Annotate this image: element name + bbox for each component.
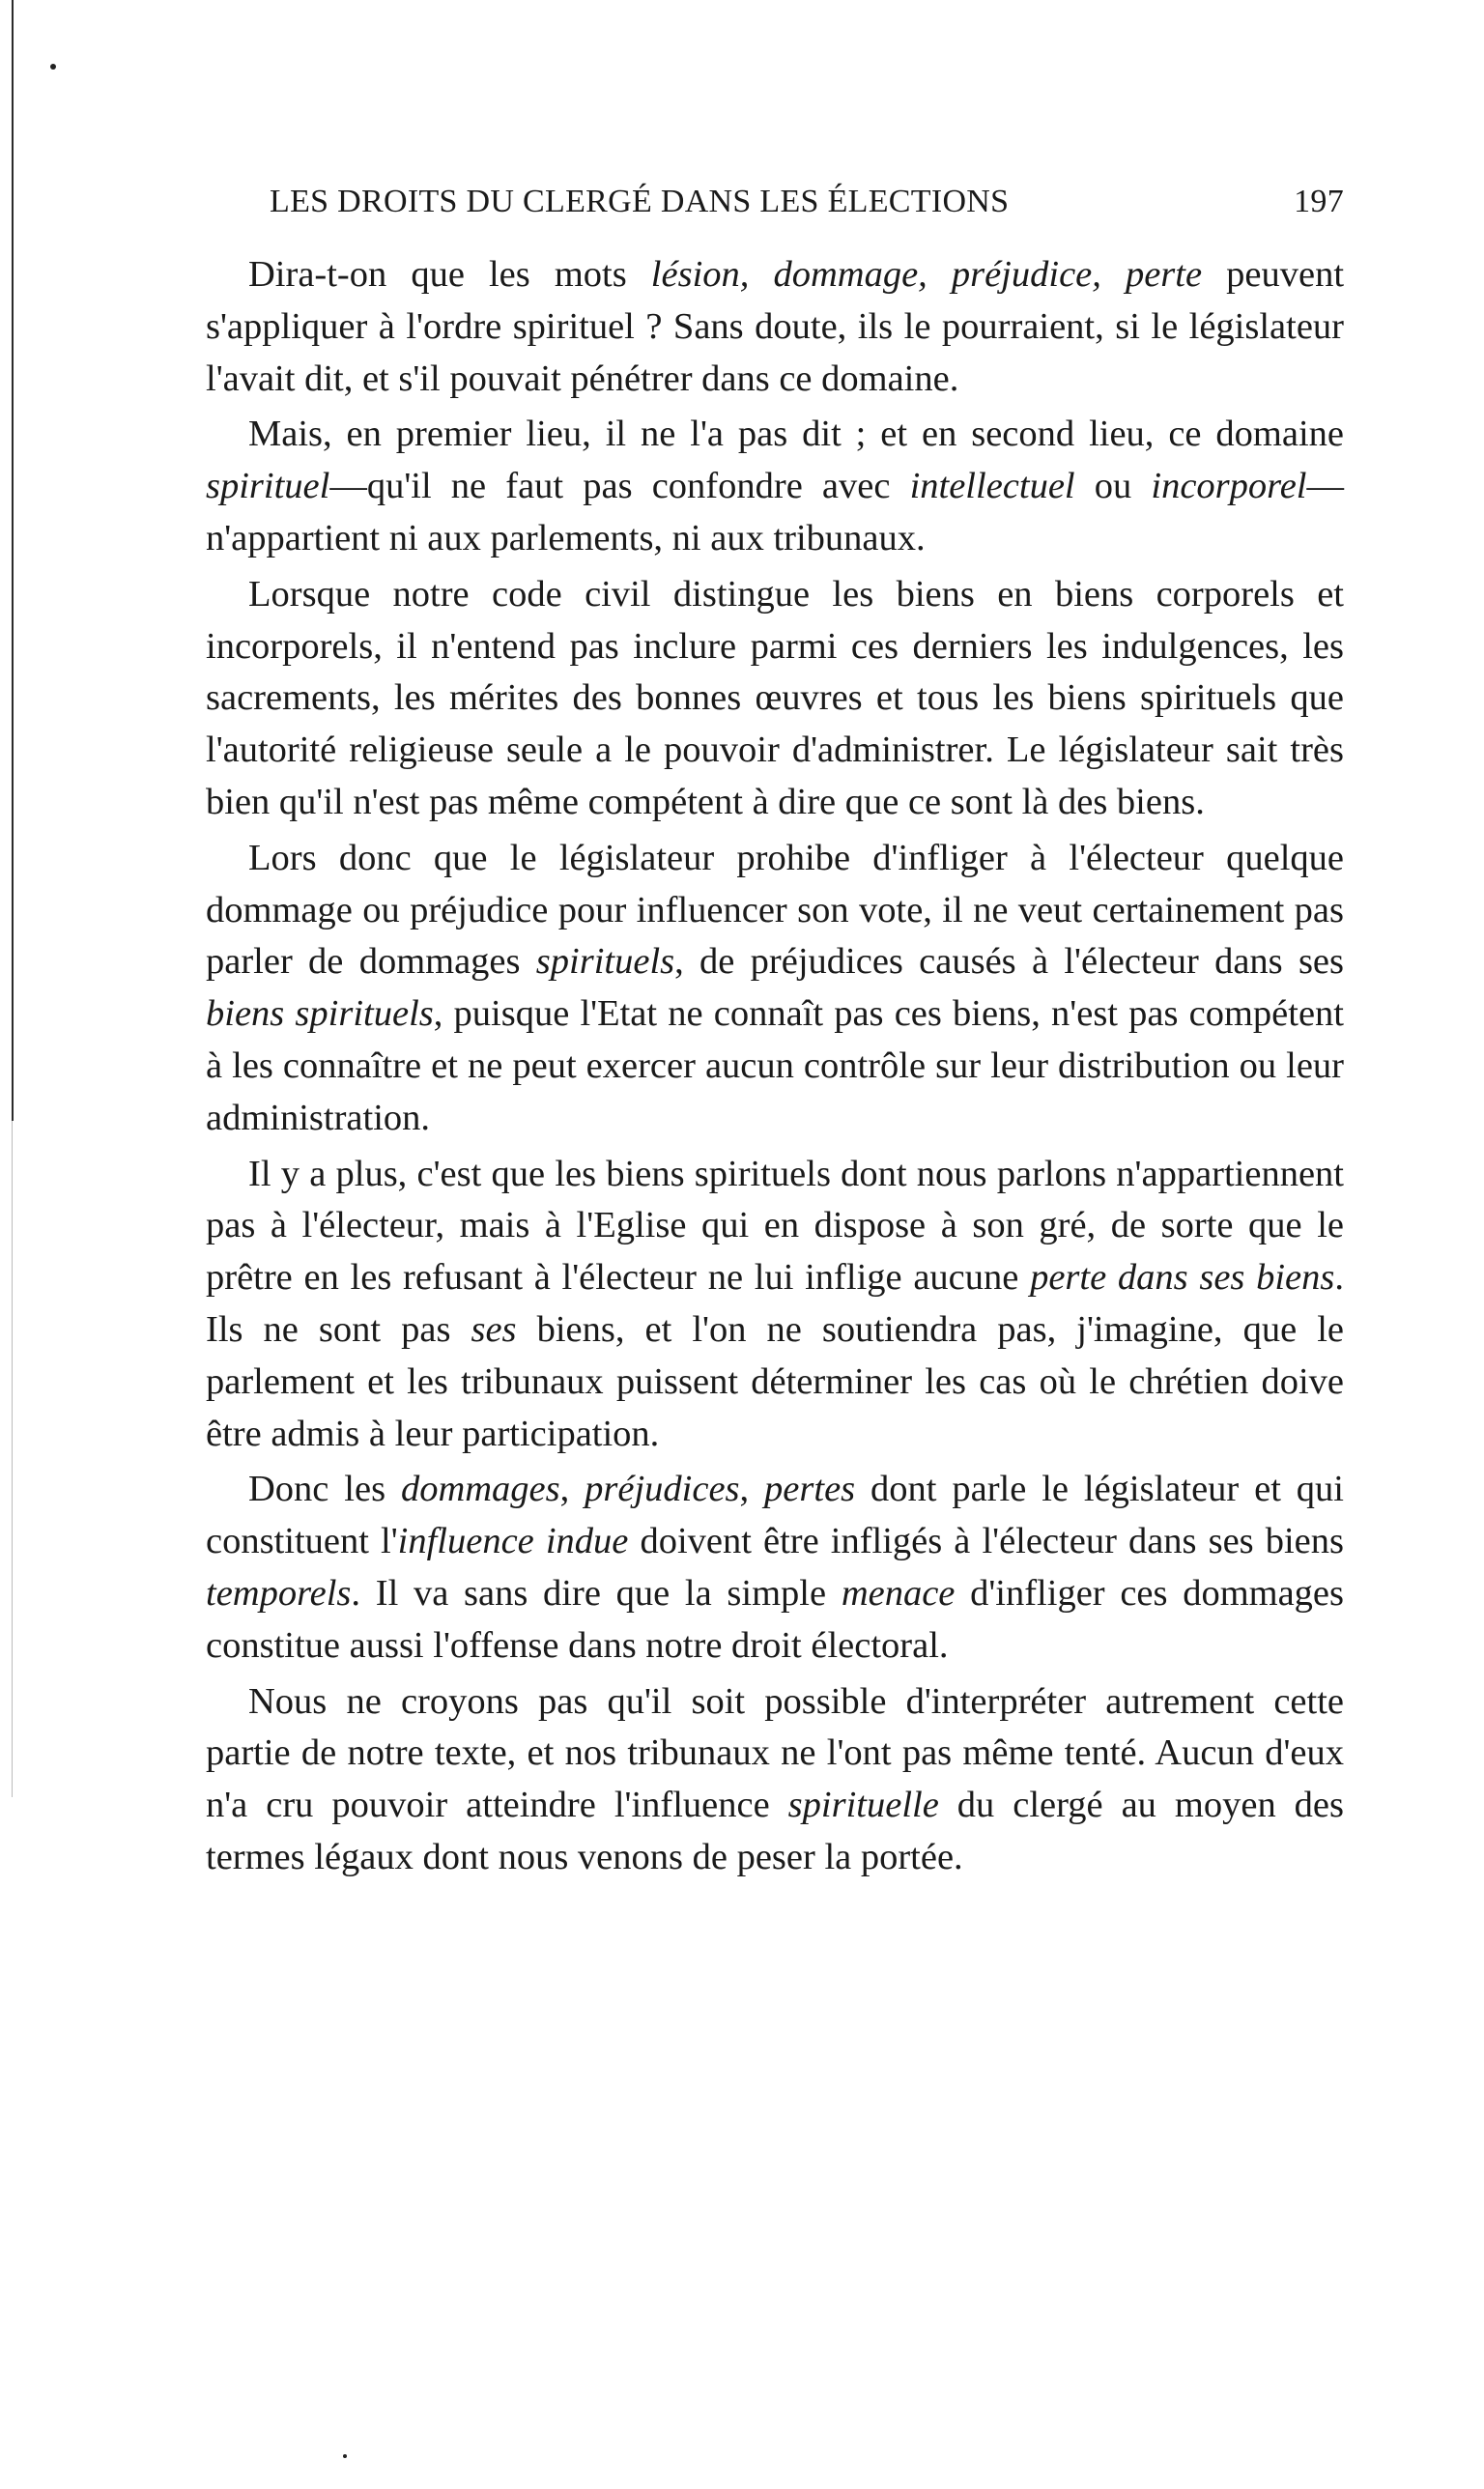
text-run: , de préjudices causés à l'électeur dans ses	[674, 941, 1344, 983]
italic-term: ses	[471, 1308, 517, 1350]
text-run: peuvent s'appliquer à l'ordre spirituel ? Sans doute, ils le pourraient, si le législateur l'avait dit, et s'il pouvait pénétrer dans ce domaine.	[206, 254, 1345, 399]
italic-term: temporels	[206, 1572, 352, 1614]
text-run: Nous ne croyons pas qu'il soit possible d'interpréter autrement cette partie de notre texte, et nos tribunaux ne l'ont pas même tenté. Aucun d'eux n'a cru pouvoir atteindre l'influence	[206, 1680, 1344, 1826]
italic-term: biens spirituels	[206, 993, 434, 1035]
text-run: Lorsque notre code civil distingue les biens en biens corporels et incorporels, il n'entend pas inclure parmi ces derniers les indulgences, les sacrements, les mérites des bonnes œuvres et tous les biens spirituels que l'autorité religieuse seule a le pouvoir d'administrer. Le législateur sait très bien qu'il n'est pas même compétent à dire que ce sont là des biens.	[206, 573, 1344, 822]
paragraph	[206, 1464, 1344, 1672]
italic-term: incorporel	[1151, 466, 1307, 507]
paragraph	[206, 1676, 1344, 1884]
italic-term: dommages	[400, 1469, 560, 1510]
italic-term: menace	[841, 1572, 956, 1614]
text-run: doivent être infligés à l'électeur dans ses biens	[628, 1521, 1344, 1562]
italic-term: perte dans ses biens	[1030, 1257, 1335, 1299]
paragraph	[206, 569, 1344, 829]
italic-term: spirituel	[206, 466, 330, 507]
ink-speck	[343, 2454, 347, 2458]
book-page	[206, 184, 1344, 1884]
text-run: ou	[1074, 466, 1152, 507]
italic-term: intellectuel	[909, 466, 1075, 507]
ink-speck	[50, 64, 56, 70]
text-run: du clergé au moyen des termes légaux dont nous venons de peser la portée.	[206, 1785, 1344, 1877]
text-run: . Ils ne sont pas	[206, 1257, 1344, 1350]
scan-edge-rule	[12, 0, 14, 1121]
text-run: Dira-t-on que les mots	[248, 254, 651, 295]
body-text	[206, 249, 1344, 1884]
text-run: d'infliger ces dommages constitue aussi l'offense dans notre droit électoral.	[206, 1572, 1344, 1666]
text-run: biens, et l'on ne soutiendra pas, j'imagine, que le parlement et les tribunaux puissent déterminer les cas où le chrétien doive être admis à leur participation.	[206, 1308, 1344, 1454]
italic-term: préjudices	[585, 1469, 740, 1510]
italic-term: lésion, dommage, préjudice, perte	[650, 254, 1203, 295]
text-run: Il y a plus, c'est que les biens spirituels dont nous parlons n'appartiennent pas à l'électeur, mais à l'Eglise qui en dispose à son gré, de sorte que le prêtre en les refusant à l'électeur ne lui inflige aucune	[206, 1153, 1344, 1299]
italic-term: spirituels	[535, 941, 675, 983]
paragraph	[206, 1149, 1344, 1461]
text-run: Mais, en premier lieu, il ne l'a pas dit ; et en second lieu, ce domaine	[248, 414, 1344, 455]
text-run: . Il va sans dire que la simple	[351, 1572, 842, 1614]
text-run: —n'appartient ni aux parlements, ni aux tribunaux.	[206, 466, 1344, 558]
paragraph	[206, 249, 1344, 405]
scan-edge-rule-faint	[12, 1121, 13, 1797]
page-number: 197	[1294, 184, 1344, 219]
running-head	[206, 184, 1344, 238]
text-run: Donc les	[248, 1469, 401, 1510]
paragraph	[206, 833, 1344, 1145]
italic-term: spirituelle	[787, 1785, 939, 1826]
text-run: dont parle le législateur et qui constituent l'	[206, 1469, 1344, 1562]
paragraph	[206, 409, 1344, 564]
running-head-title: LES DROITS DU CLERGÉ DANS LES ÉLECTIONS	[270, 184, 1010, 219]
text-run: ,	[739, 1469, 765, 1510]
text-run: ,	[559, 1469, 585, 1510]
italic-term: influence indue	[397, 1521, 629, 1562]
text-run: Lors donc que le législateur prohibe d'infliger à l'électeur quelque dommage ou préjudice pour influencer son vote, il ne veut certainement pas parler de dommages	[206, 837, 1344, 983]
italic-term: pertes	[764, 1469, 856, 1510]
text-run: —qu'il ne faut pas confondre avec	[329, 466, 910, 507]
text-run: , puisque l'Etat ne connaît pas ces biens, n'est pas compétent à les connaître et ne peut exercer aucun contrôle sur leur distribution ou leur administration.	[206, 993, 1344, 1138]
